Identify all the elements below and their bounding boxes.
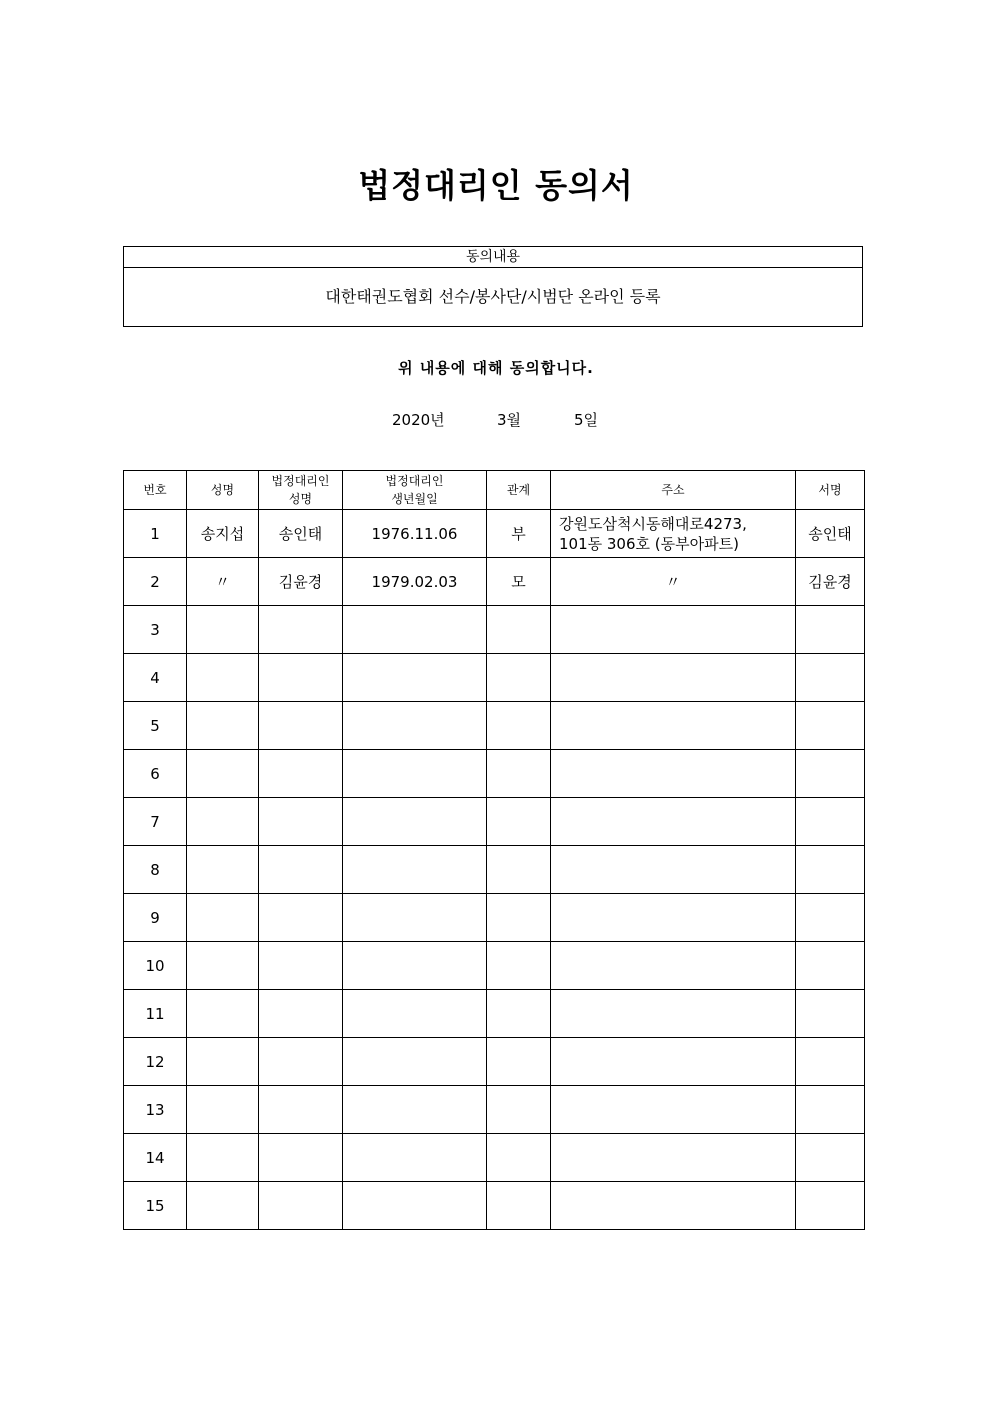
cell-signature bbox=[796, 606, 865, 654]
address-line1: 강원도삼척시동해대로4273, bbox=[559, 514, 747, 533]
cell-guardian bbox=[259, 1134, 343, 1182]
cell-address bbox=[551, 942, 796, 990]
header-name: 성명 bbox=[187, 471, 259, 510]
cell-guardian bbox=[259, 798, 343, 846]
header-guardian-birth-line2: 생년월일 bbox=[391, 492, 438, 506]
cell-birth bbox=[343, 606, 487, 654]
cell-relation: 모 bbox=[487, 558, 551, 606]
cell-signature bbox=[796, 1182, 865, 1230]
cell-birth bbox=[343, 894, 487, 942]
header-relation: 관계 bbox=[487, 471, 551, 510]
cell-relation bbox=[487, 702, 551, 750]
cell-guardian bbox=[259, 606, 343, 654]
cell-no: 10 bbox=[124, 942, 187, 990]
cell-birth bbox=[343, 942, 487, 990]
cell-no: 5 bbox=[124, 702, 187, 750]
cell-name bbox=[187, 750, 259, 798]
cell-guardian bbox=[259, 654, 343, 702]
table-row bbox=[124, 798, 865, 846]
header-guardian-birth bbox=[343, 471, 487, 510]
cell-signature bbox=[796, 894, 865, 942]
cell-address bbox=[551, 654, 796, 702]
address-line2: 101동 306호 (동부아파트) bbox=[559, 534, 739, 553]
cell-birth bbox=[343, 1038, 487, 1086]
cell-no: 6 bbox=[124, 750, 187, 798]
cell-signature: 김윤경 bbox=[796, 558, 865, 606]
cell-name bbox=[187, 990, 259, 1038]
header-guardian-birth-line1: 법정대리인 bbox=[385, 474, 444, 488]
cell-signature bbox=[796, 990, 865, 1038]
cell-address bbox=[551, 750, 796, 798]
cell-guardian: 김윤경 bbox=[259, 558, 343, 606]
cell-no: 8 bbox=[124, 846, 187, 894]
cell-address bbox=[551, 606, 796, 654]
cell-name bbox=[187, 798, 259, 846]
cell-relation bbox=[487, 846, 551, 894]
cell-name bbox=[187, 702, 259, 750]
date-month: 3월 bbox=[497, 411, 522, 429]
registration-table bbox=[123, 470, 865, 1230]
cell-no: 12 bbox=[124, 1038, 187, 1086]
cell-address bbox=[551, 1038, 796, 1086]
cell-address bbox=[551, 1086, 796, 1134]
table-row bbox=[124, 990, 865, 1038]
cell-address bbox=[551, 1182, 796, 1230]
cell-guardian bbox=[259, 1086, 343, 1134]
cell-address bbox=[551, 798, 796, 846]
cell-birth bbox=[343, 1182, 487, 1230]
cell-name: 〃 bbox=[187, 558, 259, 606]
cell-signature: 송인태 bbox=[796, 510, 865, 558]
date-day: 5일 bbox=[574, 411, 599, 429]
cell-name bbox=[187, 1086, 259, 1134]
cell-signature bbox=[796, 942, 865, 990]
table-row bbox=[124, 1134, 865, 1182]
cell-birth: 1979.02.03 bbox=[343, 558, 487, 606]
cell-no: 13 bbox=[124, 1086, 187, 1134]
cell-name bbox=[187, 942, 259, 990]
cell-signature bbox=[796, 702, 865, 750]
cell-no: 15 bbox=[124, 1182, 187, 1230]
cell-birth bbox=[343, 750, 487, 798]
header-address: 주소 bbox=[551, 471, 796, 510]
cell-birth bbox=[343, 702, 487, 750]
cell-no: 9 bbox=[124, 894, 187, 942]
cell-address: 〃 bbox=[551, 558, 796, 606]
cell-guardian bbox=[259, 942, 343, 990]
table-row bbox=[124, 654, 865, 702]
cell-signature bbox=[796, 1038, 865, 1086]
date-year: 2020년 bbox=[392, 411, 445, 429]
cell-address bbox=[551, 702, 796, 750]
cell-name bbox=[187, 1182, 259, 1230]
table-row bbox=[124, 846, 865, 894]
header-guardian-name-line2: 성명 bbox=[288, 492, 313, 506]
cell-name: 송지섭 bbox=[187, 510, 259, 558]
cell-address bbox=[551, 990, 796, 1038]
cell-relation bbox=[487, 1038, 551, 1086]
header-guardian-name bbox=[259, 471, 343, 510]
cell-birth bbox=[343, 1134, 487, 1182]
cell-relation bbox=[487, 990, 551, 1038]
cell-no: 2 bbox=[124, 558, 187, 606]
agreement-text: 위 내용에 대해 동의합니다. bbox=[398, 359, 594, 377]
cell-no: 7 bbox=[124, 798, 187, 846]
cell-birth bbox=[343, 990, 487, 1038]
header-signature: 서명 bbox=[796, 471, 865, 510]
table-row bbox=[124, 942, 865, 990]
cell-signature bbox=[796, 750, 865, 798]
document-title: 법정대리인 동의서 bbox=[358, 166, 634, 205]
cell-relation bbox=[487, 750, 551, 798]
consent-header: 동의내용 bbox=[124, 247, 862, 268]
table-row bbox=[124, 702, 865, 750]
cell-relation bbox=[487, 1182, 551, 1230]
table-row bbox=[124, 1038, 865, 1086]
cell-birth bbox=[343, 654, 487, 702]
cell-name bbox=[187, 846, 259, 894]
cell-name bbox=[187, 1134, 259, 1182]
cell-signature bbox=[796, 846, 865, 894]
cell-address bbox=[551, 1134, 796, 1182]
cell-signature bbox=[796, 654, 865, 702]
cell-signature bbox=[796, 1134, 865, 1182]
cell-relation bbox=[487, 606, 551, 654]
cell-name bbox=[187, 894, 259, 942]
cell-no: 14 bbox=[124, 1134, 187, 1182]
table-row bbox=[124, 750, 865, 798]
cell-guardian bbox=[259, 1038, 343, 1086]
table-row bbox=[124, 606, 865, 654]
cell-no: 4 bbox=[124, 654, 187, 702]
cell-relation bbox=[487, 654, 551, 702]
cell-guardian bbox=[259, 702, 343, 750]
cell-address bbox=[551, 846, 796, 894]
cell-address bbox=[551, 894, 796, 942]
cell-no: 11 bbox=[124, 990, 187, 1038]
cell-birth bbox=[343, 846, 487, 894]
cell-no: 1 bbox=[124, 510, 187, 558]
cell-address bbox=[551, 510, 796, 558]
cell-no: 3 bbox=[124, 606, 187, 654]
cell-guardian: 송인태 bbox=[259, 510, 343, 558]
cell-guardian bbox=[259, 750, 343, 798]
table-row bbox=[124, 1182, 865, 1230]
table-row bbox=[124, 894, 865, 942]
table-row bbox=[124, 1086, 865, 1134]
cell-guardian bbox=[259, 1182, 343, 1230]
cell-relation bbox=[487, 1086, 551, 1134]
table-header-row bbox=[124, 471, 865, 510]
cell-birth: 1976.11.06 bbox=[343, 510, 487, 558]
cell-name bbox=[187, 1038, 259, 1086]
cell-guardian bbox=[259, 846, 343, 894]
cell-relation: 부 bbox=[487, 510, 551, 558]
consent-box bbox=[123, 246, 863, 327]
consent-content: 대한태권도협회 선수/봉사단/시범단 온라인 등록 bbox=[325, 287, 661, 306]
cell-birth bbox=[343, 1086, 487, 1134]
cell-relation bbox=[487, 1134, 551, 1182]
cell-relation bbox=[487, 798, 551, 846]
header-guardian-name-line1: 법정대리인 bbox=[271, 474, 330, 488]
cell-signature bbox=[796, 1086, 865, 1134]
cell-guardian bbox=[259, 894, 343, 942]
table-row bbox=[124, 510, 865, 558]
cell-name bbox=[187, 606, 259, 654]
table-row bbox=[124, 558, 865, 606]
cell-birth bbox=[343, 798, 487, 846]
cell-relation bbox=[487, 942, 551, 990]
cell-relation bbox=[487, 894, 551, 942]
cell-name bbox=[187, 654, 259, 702]
cell-guardian bbox=[259, 990, 343, 1038]
header-no: 번호 bbox=[124, 471, 187, 510]
cell-signature bbox=[796, 798, 865, 846]
